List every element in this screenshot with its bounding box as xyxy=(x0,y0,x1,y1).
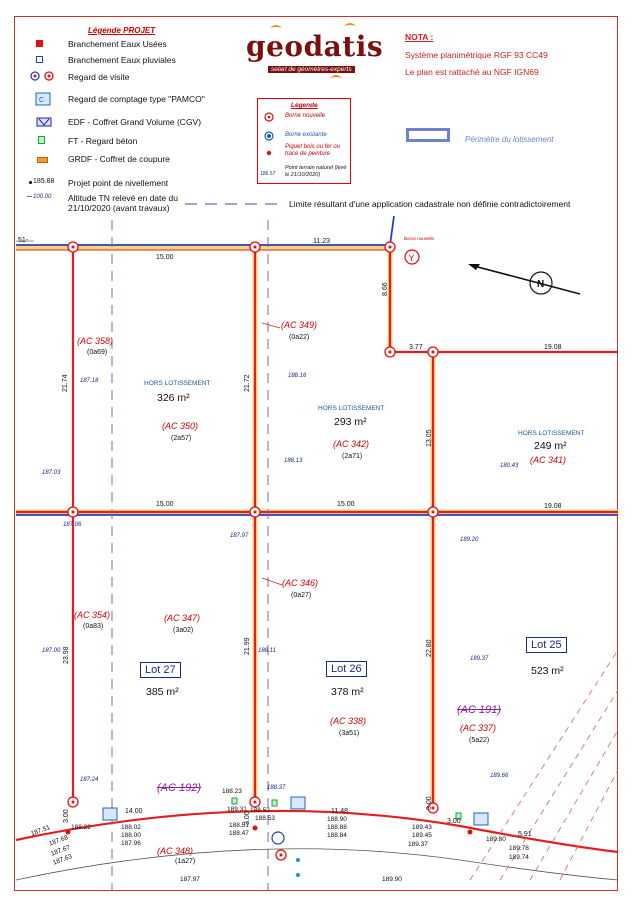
parcel-ac347-ref: (3a02) xyxy=(173,627,194,634)
dim-left-v: 21.74 xyxy=(62,374,69,392)
dim-low-right-v: 22.80 xyxy=(426,639,433,657)
dim-mid-mid: 15.00 xyxy=(337,501,355,508)
lot-25-label: Lot 25 xyxy=(526,637,567,653)
parcel-ac350-ref: (2a57) xyxy=(171,435,192,442)
parcel-ac350: (AC 350) xyxy=(162,421,199,431)
legend-item-tn: Altitude TN relevé en date du 21/10/2020 (avant travaux) xyxy=(68,193,178,213)
dim-top-mid: 11.23 xyxy=(313,238,330,245)
level-point: 189.78 xyxy=(509,845,529,852)
tn-point: 187.06 xyxy=(63,522,82,528)
level-point: 188.47 xyxy=(229,830,249,837)
dim-low-left-v: 23.98 xyxy=(63,646,70,664)
legend-item-grdf: GRDF - Coffret de coupure xyxy=(68,154,170,164)
legend-item-eu: Branchement Eaux Usées xyxy=(68,39,167,49)
level-point: 189.31 xyxy=(227,806,247,813)
legend-title: Légende PROJET xyxy=(88,26,156,35)
level-point: 188.52 xyxy=(250,807,270,814)
dim-right-v: 8.66 xyxy=(382,282,389,296)
parcel-ac348-ref: (1a27) xyxy=(175,858,196,865)
level-point: 189.74 xyxy=(509,854,529,861)
brand-name: geodatis xyxy=(246,30,384,63)
parcel-ac337: (AC 337) xyxy=(460,723,497,733)
lot-26-label: Lot 26 xyxy=(326,661,367,677)
svg-text:N: N xyxy=(537,279,545,290)
level-point: 188.53 xyxy=(255,815,275,822)
dim-low-mid-v: 21.99 xyxy=(244,637,251,655)
level-point: 188.90 xyxy=(327,816,347,823)
svg-text:C: C xyxy=(39,97,45,104)
level-point: 188.00 xyxy=(121,832,141,839)
nota-line-1: Système planimétrique RGF 93 CC49 xyxy=(405,50,548,60)
level-point: 189.37 xyxy=(408,841,428,848)
dim-right-mid-v: 13.05 xyxy=(426,429,433,447)
legend-tn-sample: 100.00 xyxy=(33,194,52,200)
parcel-ac348: (AC 348) xyxy=(157,846,194,856)
tn-point: 188.13 xyxy=(284,458,303,464)
edge-marker: 51- xyxy=(18,237,29,244)
level-point: 188.51 xyxy=(229,822,249,829)
dim-short-h: 3.77 xyxy=(409,344,423,351)
tn-point: 188.37 xyxy=(267,785,286,791)
parcel-ac341: (AC 341) xyxy=(530,455,567,465)
nota-title: NOTA : xyxy=(405,32,434,42)
lot-27-label: Lot 27 xyxy=(140,662,181,678)
level-point: 188.22 xyxy=(71,824,91,831)
dim-right-h: 19.08 xyxy=(544,344,562,351)
legend-item-ep: Branchement Eaux pluviales xyxy=(68,55,176,65)
tn-point: 180.43 xyxy=(500,463,519,469)
symbol-legend-stake: Piquet bois ou fer ou trace de peinture xyxy=(285,144,341,157)
level-point: 187.51 xyxy=(30,824,52,838)
lot-26-area: 378 m² xyxy=(331,686,364,698)
symbol-legend-title: Légende xyxy=(291,102,318,109)
tn-point: 188.16 xyxy=(288,373,307,379)
legend-item-edf: EDF - Coffret Grand Volume (CGV) xyxy=(68,117,202,127)
dim-bot-mid: 3.00 xyxy=(244,811,251,825)
parcel-ac349: (AC 349) xyxy=(281,320,318,330)
lot-25-area: 523 m² xyxy=(531,665,564,677)
limit-label: Limite résultant d'une application cadastrale non définie contradictoirement xyxy=(289,199,571,209)
parcel-ac346-ref: (0a27) xyxy=(291,592,312,599)
tn-point: 187.24 xyxy=(80,777,99,783)
dim-mid-right: 19.08 xyxy=(544,503,562,510)
parcel-ac354: (AC 354) xyxy=(74,610,111,620)
level-point: 189.45 xyxy=(412,832,432,839)
legend-item-pamco: Regard de comptage type "PAMCO" xyxy=(68,94,205,104)
dim-bot-right: 3.00 xyxy=(426,796,433,810)
tn-point: 187.00 xyxy=(42,648,61,654)
dim-mid-left: 15.00 xyxy=(156,501,174,508)
parcel-ac338: (AC 338) xyxy=(330,716,367,726)
hors-lot-1: HORS LOTISSEMENT xyxy=(144,380,211,387)
parcel-ac358: (AC 358) xyxy=(77,336,114,346)
tn-point: 189.20 xyxy=(460,537,479,543)
level-point: 189.90 xyxy=(382,876,402,883)
parcel-ac349-ref: (0a22) xyxy=(289,334,310,341)
lot-27-area: 385 m² xyxy=(146,686,179,698)
parcel-ac354-ref: (0a83) xyxy=(83,623,104,630)
dim-bot-d4: 14.00 xyxy=(125,808,143,815)
parcel-ac342: (AC 342) xyxy=(333,439,370,449)
dim-bot-d2: 3.00 xyxy=(447,818,461,825)
svg-text:Y: Y xyxy=(408,253,415,263)
legend-item-level: Projet point de nivellement xyxy=(68,178,169,188)
area-3: 249 m² xyxy=(534,440,567,452)
parcel-ac347: (AC 347) xyxy=(164,613,201,623)
tn-point: 187.97 xyxy=(230,533,249,539)
dim-mid-v: 21.72 xyxy=(244,374,251,392)
brand-tagline: selarl de géomètres-experts xyxy=(268,66,355,73)
area-2: 293 m² xyxy=(334,416,367,428)
dim-bot-left: 3.00 xyxy=(63,809,70,823)
level-point: 187.68 xyxy=(48,834,70,848)
tn-point: 188.11 xyxy=(258,648,276,654)
level-point: 187.96 xyxy=(121,840,141,847)
hors-lot-3: HORS LOTISSEMENT xyxy=(518,430,585,437)
parcel-ac337-ref: (5a22) xyxy=(469,737,490,744)
parcel-ac342-ref: (2a71) xyxy=(342,453,363,460)
symbol-legend-tn: Point terrain naturel (levé le 21/10/2020) xyxy=(285,165,347,178)
parcel-ac346: (AC 346) xyxy=(282,578,319,588)
dim-top-left: 15.00 xyxy=(156,254,174,261)
level-point: 187.63 xyxy=(52,853,74,867)
parcel-ac358-ref: (0a69) xyxy=(87,349,108,356)
level-point: 187.67 xyxy=(50,844,72,858)
symbol-legend-sample: 186.57 xyxy=(260,171,276,177)
level-point: 187.97 xyxy=(180,876,200,883)
level-point: 188.88 xyxy=(327,824,347,831)
perimeter-label: Périmètre du lotissement xyxy=(465,135,554,144)
level-point: 189.80 xyxy=(486,836,506,843)
symbol-legend-existing: Borne existante xyxy=(285,132,327,138)
legend-level-sample: 185.88 xyxy=(33,178,55,185)
tn-point: 189.37 xyxy=(470,656,489,662)
level-point: 189.43 xyxy=(412,824,432,831)
symbol-legend-new: Borne nouvelle xyxy=(285,113,326,119)
legend-item-ft: FT - Regard béton xyxy=(68,136,138,146)
parcel-ac192-struck: (AC 192) xyxy=(157,782,202,794)
legend-item-rv: Regard de visite xyxy=(68,72,130,82)
north-arrow-icon xyxy=(466,258,584,300)
hors-lot-2: HORS LOTISSEMENT xyxy=(318,405,385,412)
dim-bot-d1: 11.48 xyxy=(331,808,348,815)
tn-point: 187.03 xyxy=(42,470,61,476)
dim-bot-d3: 5.91 xyxy=(518,831,532,838)
area-1: 326 m² xyxy=(157,392,190,404)
level-point: 188.02 xyxy=(121,824,141,831)
borne-label: Borne nouvelle xyxy=(404,236,435,241)
level-point: 188.23 xyxy=(222,788,242,795)
parcel-ac338-ref: (3a51) xyxy=(339,730,360,737)
nota-line-2: Le plan est rattaché au NGF IGN69 xyxy=(405,67,539,77)
tn-point: 187.18 xyxy=(80,378,99,384)
level-point: 188.84 xyxy=(327,832,347,839)
tn-point: 189.66 xyxy=(490,773,509,779)
parcel-ac191-struck: (AC 191) xyxy=(457,704,502,716)
